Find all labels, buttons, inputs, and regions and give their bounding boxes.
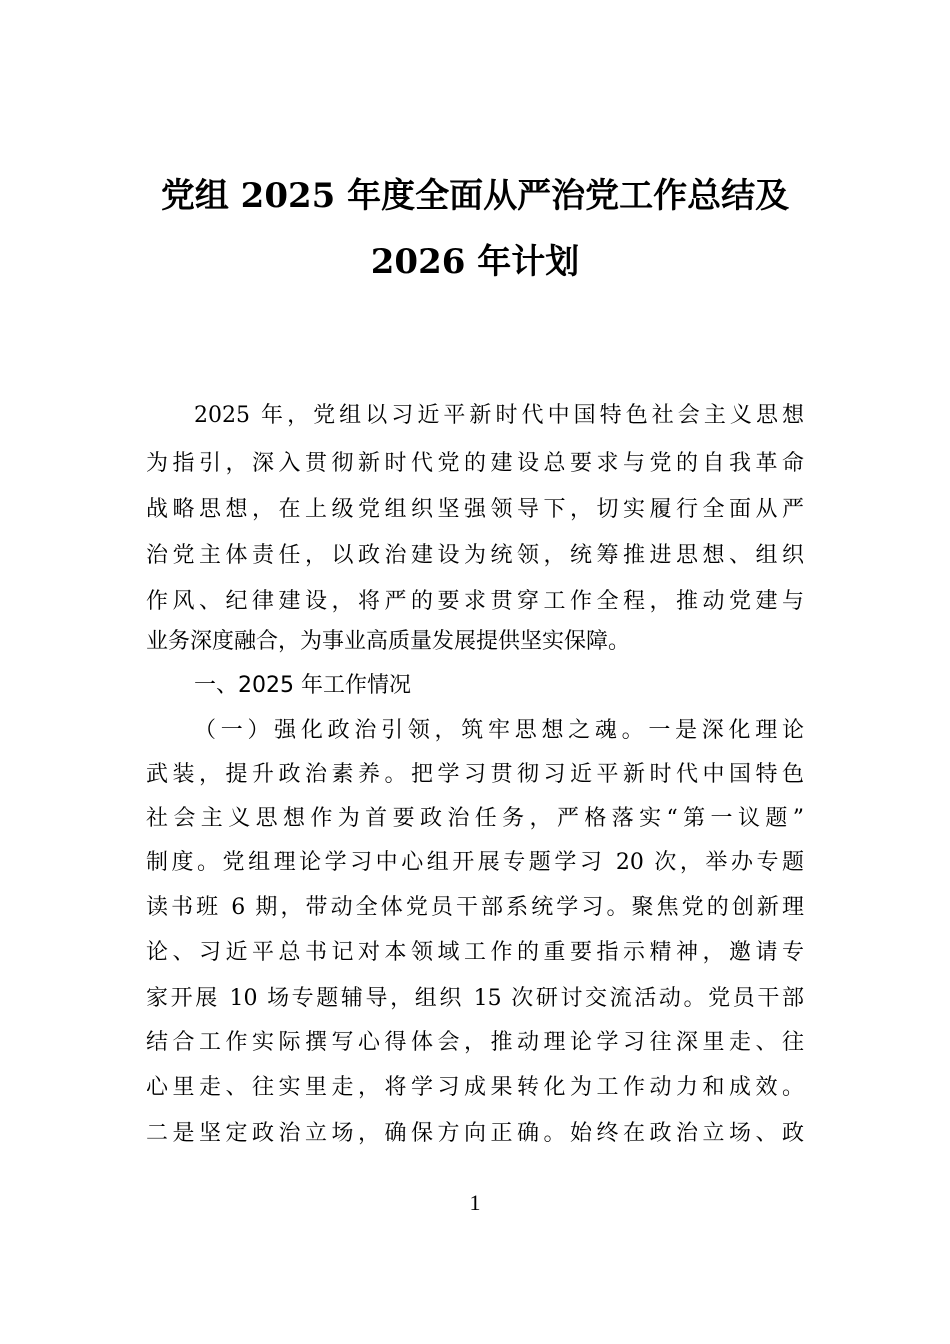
section-paragraph-line: 武装，提升政治素养。把学习贯彻习近平新时代中国特色 bbox=[146, 762, 804, 787]
section-paragraph-line: 结合工作实际撰写心得体会，推动理论学习往深里走、往 bbox=[146, 1030, 804, 1055]
document-title-line1: 党组 2025 年度全面从严治党工作总结及 bbox=[160, 176, 790, 216]
section-paragraph-line: 制度。党组理论学习中心组开展专题学习 20 次，举办专题 bbox=[146, 850, 804, 875]
intro-paragraph-line: 2025 年，党组以习近平新时代中国特色社会主义思想 bbox=[194, 403, 804, 428]
intro-paragraph-line: 业务深度融合，为事业高质量发展提供坚实保障。 bbox=[146, 629, 631, 654]
intro-paragraph-line: 作风、纪律建设，将严的要求贯穿工作全程，推动党建与 bbox=[146, 589, 804, 614]
section-paragraph-line: （一）强化政治引领，筑牢思想之魂。一是深化理论 bbox=[194, 718, 804, 743]
intro-paragraph-line: 为指引，深入贯彻新时代党的建设总要求与党的自我革命 bbox=[146, 451, 804, 476]
section-paragraph-line: 论、习近平总书记对本领域工作的重要指示精神，邀请专 bbox=[146, 940, 804, 965]
intro-paragraph-line: 战略思想，在上级党组织坚强领导下，切实履行全面从严 bbox=[146, 497, 804, 522]
section-paragraph-line: 读书班 6 期，带动全体党员干部系统学习。聚焦党的创新理 bbox=[146, 895, 804, 920]
section-paragraph-line: 二是坚定政治立场，确保方向正确。始终在政治立场、政 bbox=[146, 1121, 804, 1146]
section-paragraph-line: 社会主义思想作为首要政治任务，严格落实“第一议题” bbox=[146, 806, 804, 831]
section-paragraph-line: 家开展 10 场专题辅导，组织 15 次研讨交流活动。党员干部 bbox=[146, 986, 804, 1011]
page-number: 1 bbox=[469, 1190, 481, 1215]
document-title-line2: 2026 年计划 bbox=[370, 242, 580, 282]
intro-paragraph-line: 治党主体责任，以政治建设为统领，统筹推进思想、组织 bbox=[146, 543, 804, 568]
section-paragraph-line: 心里走、往实里走，将学习成果转化为工作动力和成效。 bbox=[146, 1075, 804, 1100]
section-heading: 一、2025 年工作情况 bbox=[194, 673, 411, 698]
